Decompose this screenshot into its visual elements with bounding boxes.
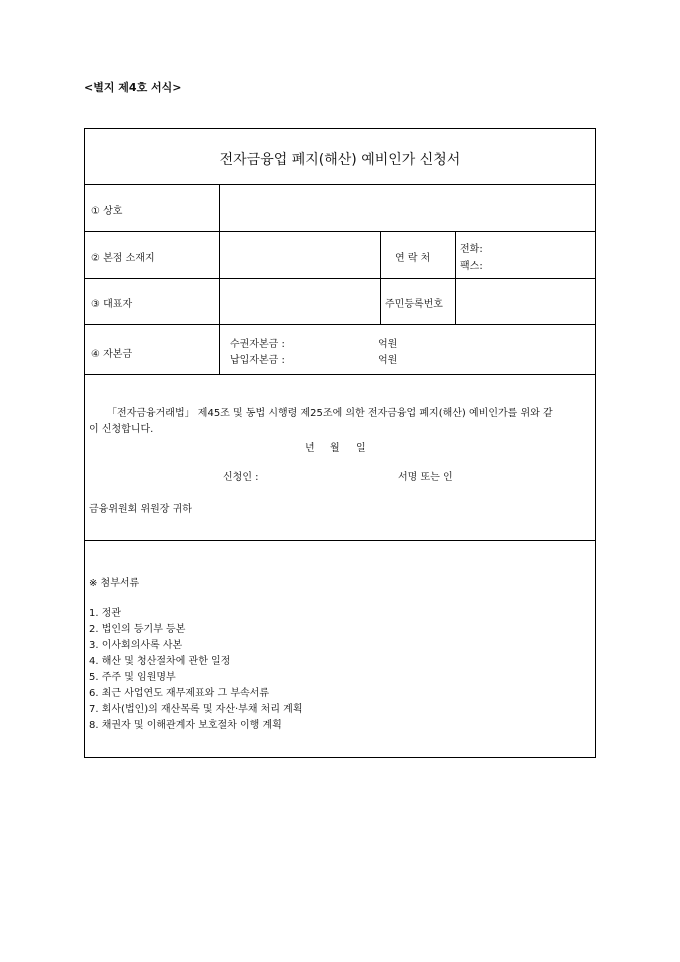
- divider: [380, 231, 381, 324]
- date-month: 월: [330, 443, 340, 454]
- divider: [455, 231, 456, 324]
- attachment-item: 6. 최근 사업연도 재무제표와 그 부속서류: [89, 688, 269, 699]
- label-head-office: ② 본점 소재지: [91, 253, 155, 264]
- statement-line-2: 이 신청합니다.: [89, 424, 154, 435]
- attachment-item: 2. 법인의 등기부 등본: [89, 624, 186, 635]
- form-number-header: <별지 제4호 서식>: [84, 81, 182, 94]
- unit-paid: 억원: [378, 355, 398, 366]
- divider: [85, 184, 595, 185]
- application-form: [84, 128, 596, 758]
- divider: [85, 278, 595, 279]
- resident-number-field[interactable]: [460, 281, 590, 321]
- representative-field[interactable]: [225, 281, 375, 321]
- attachments-heading: ※ 첨부서류: [89, 578, 140, 589]
- label-capital: ④ 자본금: [91, 349, 133, 360]
- attachment-item: 3. 이사회의사록 사본: [89, 640, 183, 651]
- form-title: 전자금융업 폐지(해산) 예비인가 신청서: [219, 152, 461, 168]
- divider: [85, 540, 595, 541]
- label-authorized-capital: 수권자본금 :: [230, 339, 285, 350]
- label-applicant: 신청인 :: [223, 472, 259, 483]
- attachment-item: 1. 정관: [89, 608, 122, 619]
- divider: [85, 231, 595, 232]
- label-fax: 팩스:: [460, 261, 483, 272]
- label-paid-capital: 납입자본금 :: [230, 355, 285, 366]
- label-representative: ③ 대표자: [91, 299, 133, 310]
- divider: [85, 374, 595, 375]
- label-contact: 연 락 처: [395, 253, 431, 264]
- attachment-item: 8. 채권자 및 이해관계자 보호절차 이행 계획: [89, 720, 282, 731]
- divider: [85, 324, 595, 325]
- label-phone: 전화:: [460, 244, 483, 255]
- date-day: 일: [356, 443, 366, 454]
- attachment-item: 4. 해산 및 청산절차에 관한 일정: [89, 656, 231, 667]
- trade-name-field[interactable]: [225, 187, 591, 229]
- statement-line-1: 「전자금융거래법」 제45조 및 동법 시행령 제25조에 의한 전자금융업 폐지(해산) 예비인가를 위와 같: [107, 408, 553, 419]
- attachment-item: 7. 회사(법인)의 재산목록 및 자산·부채 처리 계획: [89, 704, 303, 715]
- unit-authorized: 억원: [378, 339, 398, 350]
- label-signature: 서명 또는 인: [398, 472, 453, 483]
- attachment-item: 5. 주주 및 임원명부: [89, 672, 176, 683]
- label-trade-name: ① 상호: [91, 206, 123, 217]
- divider: [219, 184, 220, 374]
- addressee: 금융위원회 위원장 귀하: [89, 504, 192, 515]
- date-year: 년: [305, 443, 315, 454]
- head-office-field[interactable]: [225, 234, 375, 276]
- label-resident-number: 주민등록번호: [385, 299, 443, 310]
